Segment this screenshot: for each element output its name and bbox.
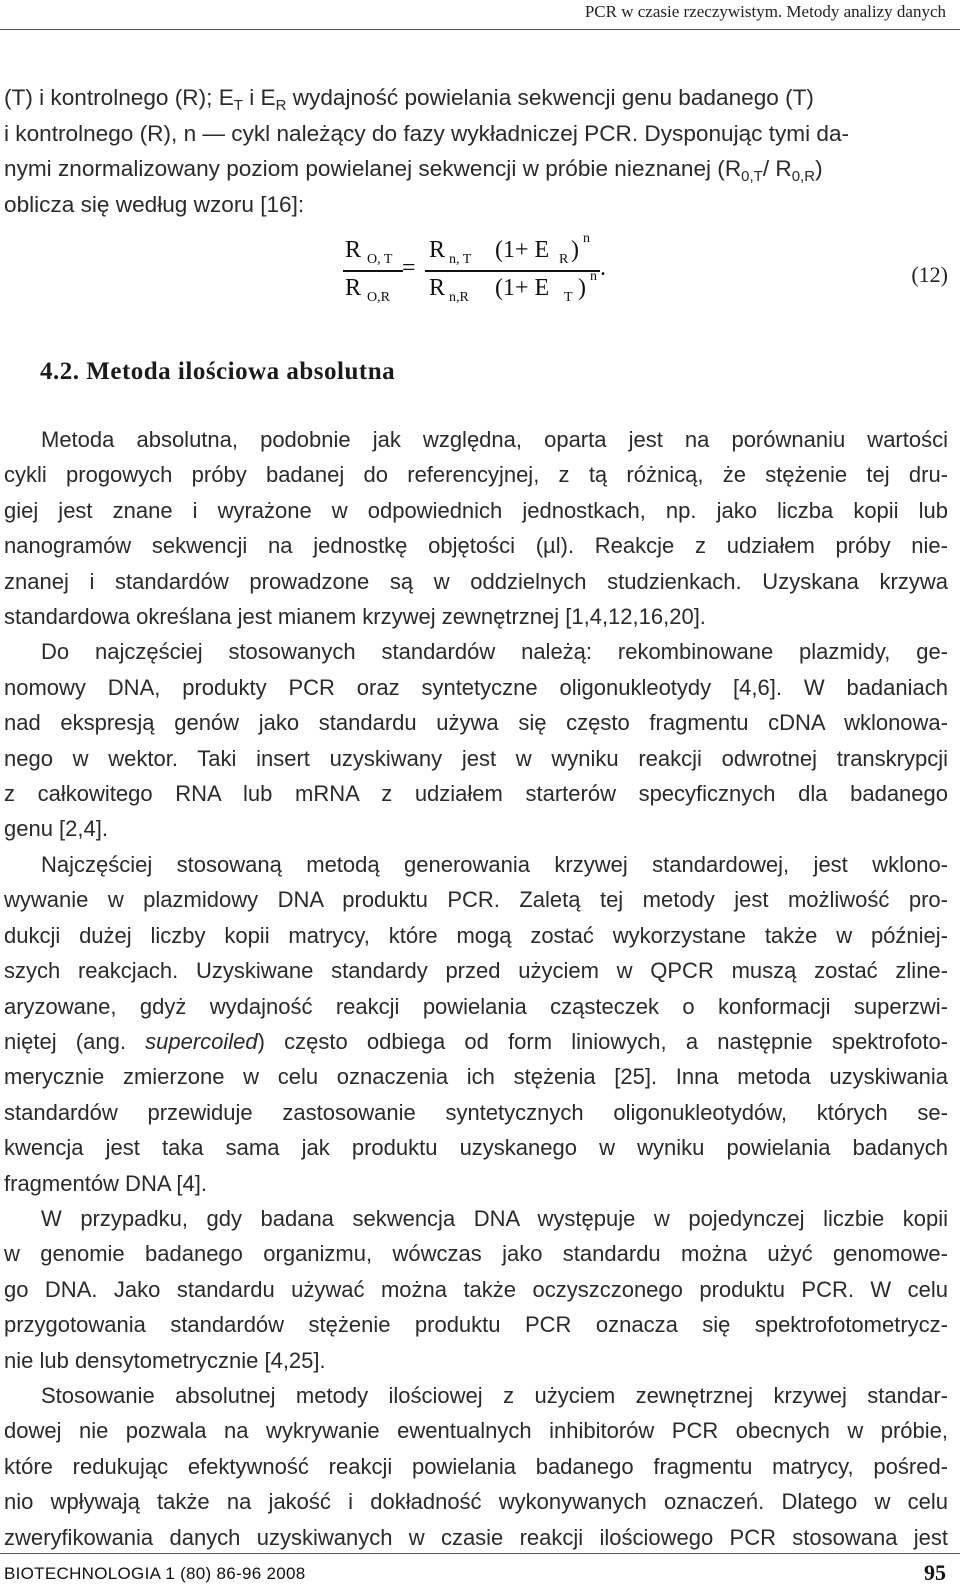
body-line: Do najczęściej stosowanych standardów należą: rekombinowane plazmidy, ge- (41, 639, 948, 665)
body-line: wywanie w plazmidowy DNA produktu PCR. Zaletą tej metody jest możliwość pro- (4, 887, 948, 913)
fraction-bar-right (425, 270, 600, 272)
body-line: kwencja jest taka sama jak produktu uzyskanego w wyniku powielania badanych (4, 1135, 948, 1161)
body-line: nomowy DNA, produkty PCR oraz syntetyczne oligonukleotydy [4,6]. W badaniach (4, 674, 948, 700)
body-line: dowej nie pozwala na wykrywanie ewentualnych inhibitorów PCR obecnych w próbie, (4, 1418, 948, 1444)
intro-paragraph (4, 80, 948, 222)
equation-12 (340, 222, 940, 332)
fraction-bar-left (343, 270, 403, 272)
italic-term: supercoiled (145, 1028, 258, 1054)
subscript: 0,R (791, 168, 816, 185)
body-line: nanogramów sekwencji na jednostkę objętości (µl). Reakcje z udziałem próby nie- (4, 533, 948, 559)
intro-line (4, 80, 948, 116)
eq-num-factor: (1+ E (495, 237, 550, 263)
body-line: Metoda absolutna, podobnie jak względna, oparta jest na porównaniu wartości (41, 427, 948, 452)
body-line: w genomie badanego organizmu, wówczas jako standardu można użyć genomowe- (4, 1241, 948, 1267)
body-line: merycznie zmierzone w celu oznaczenia ich stężenia [25]. Inna metoda uzyskiwania (4, 1064, 948, 1090)
body-line: przygotowania standardów stężenie produktu PCR oznacza się spektrofotometrycz- (4, 1312, 948, 1338)
page-number: 95 (924, 1560, 946, 1585)
body-line: nie lub densytometrycznie [4,25]. (4, 1347, 326, 1373)
subscript: T (233, 97, 243, 114)
intro-line: i kontrolnego (R), n — cykl należący do fazy wykładniczej PCR. Dysponując tymi da- (4, 120, 850, 146)
body-line: aryzowane, gdyż wydajność reakcji powielania cząsteczek o konformacji superzwi- (4, 993, 948, 1019)
body-paragraphs (4, 422, 948, 1555)
body-line: zweryfikowania danych uzyskiwanych w czasie reakcji ilościowego PCR stosowana jest (4, 1524, 948, 1550)
journal-citation: BIOTECHNOLOGIA 1 (80) 86-96 2008 (4, 1564, 306, 1583)
eq-den-exp: n (590, 269, 597, 284)
body-line: cykli progowych próby badanej do referencyjnej, z tą różnicą, że stężenie tej dru- (4, 462, 948, 488)
text-span: / R (762, 156, 792, 181)
body-line: W przypadku, gdy badana sekwencja DNA występuje w pojedynczej liczbie kopii (41, 1205, 948, 1231)
subscript: R (275, 97, 287, 114)
eq-sub-nr: n,R (449, 290, 469, 305)
eq-r-den-left: R (345, 275, 362, 301)
text-span: (T) i kontrolnego (R); E (4, 85, 234, 110)
body-line: Najczęściej stosowaną metodą generowania krzywej standardowej, jest wklono- (41, 851, 948, 877)
footer-rule (0, 1553, 960, 1554)
eq-period: . (600, 255, 606, 281)
body-line: dukcji dużej liczby kopii matrycy, które mogą zostać wykorzystane także w później- (4, 922, 948, 948)
eq-den-close: ) (578, 275, 586, 301)
running-header: PCR w czasie rzeczywistym. Metody analizy danych (584, 2, 946, 21)
intro-line: oblicza się według wzoru [16]: (4, 191, 305, 217)
body-line: giej jest znane i wyrażone w odpowiednich jednostkach, np. jako liczba kopii lub (4, 497, 948, 523)
text-span: nymi znormalizowany poziom powielanej sekwencji w próbie nieznanej (R (4, 156, 742, 181)
text-span: niętej (ang. (4, 1028, 146, 1054)
body-line: nego w wektor. Taki insert uzyskiwany jest w wyniku reakcji odwrotnej transkrypcji (4, 745, 948, 771)
body-line: które redukując efektywność reakcji powielania badanego fragmentu matrycy, pośred- (4, 1453, 948, 1479)
eq-den-factor: (1+ E (495, 275, 550, 301)
text-span: wydajność powielania sekwencji genu badanego (T) (286, 85, 814, 110)
body-line (4, 1024, 948, 1059)
text-span: i E (242, 85, 276, 110)
eq-sub-0t: O, T (367, 252, 393, 267)
header-rule (0, 29, 960, 30)
body-line: standardów przewiduje zastosowanie syntetycznych oligonukleotydów, których se- (4, 1099, 948, 1125)
eq-num-close: ) (571, 237, 579, 263)
eq-r-num-left: R (345, 237, 362, 263)
intro-line (4, 151, 948, 187)
body-line: szych reakcjach. Uzyskiwane standardy przed użyciem w QPCR muszą zostać zline- (4, 958, 948, 984)
eq-r-num-right: R (429, 237, 446, 263)
body-line: genu [2,4]. (4, 816, 108, 842)
body-line: Stosowanie absolutnej metody ilościowej z użyciem zewnętrznej krzywej standar- (41, 1382, 948, 1408)
text-span: ) (815, 156, 823, 181)
eq-num-exp: n (583, 231, 590, 246)
eq-den-sub-t: T (564, 290, 573, 305)
body-line: znanej i standardów prowadzone są w oddzielnych studzienkach. Uzyskana krzywa (4, 568, 948, 594)
eq-sub-nt: n, T (449, 252, 472, 267)
text-span: ) często odbiega od form liniowych, a następnie spektrofoto- (257, 1028, 949, 1054)
eq-sub-0r: O,R (367, 290, 390, 305)
body-line: standardowa określana jest mianem krzywej zewnętrznej [1,4,12,16,20]. (4, 604, 706, 630)
body-line: go DNA. Jako standardu używać można także oczyszczonego produktu PCR. W celu (4, 1276, 948, 1302)
subscript: 0,T (741, 168, 763, 185)
equation-number: (12) (911, 262, 948, 287)
eq-num-sub-r: R (559, 252, 569, 267)
body-line: fragmentów DNA [4]. (4, 1170, 207, 1196)
body-line: nio wpływają także na jakość i dokładność wykonywanych oznaczeń. Dlatego w celu (4, 1489, 948, 1515)
eq-equals: = (402, 255, 416, 281)
body-line: z całkowitego RNA lub mRNA z udziałem starterów specyficznych dla badanego (4, 781, 948, 807)
body-line: nad ekspresją genów jako standardu używa się często fragmentu cDNA wklonowa- (4, 710, 948, 736)
section-heading: 4.2. Metoda ilościowa absolutna (40, 358, 396, 385)
eq-r-den-right: R (429, 275, 446, 301)
